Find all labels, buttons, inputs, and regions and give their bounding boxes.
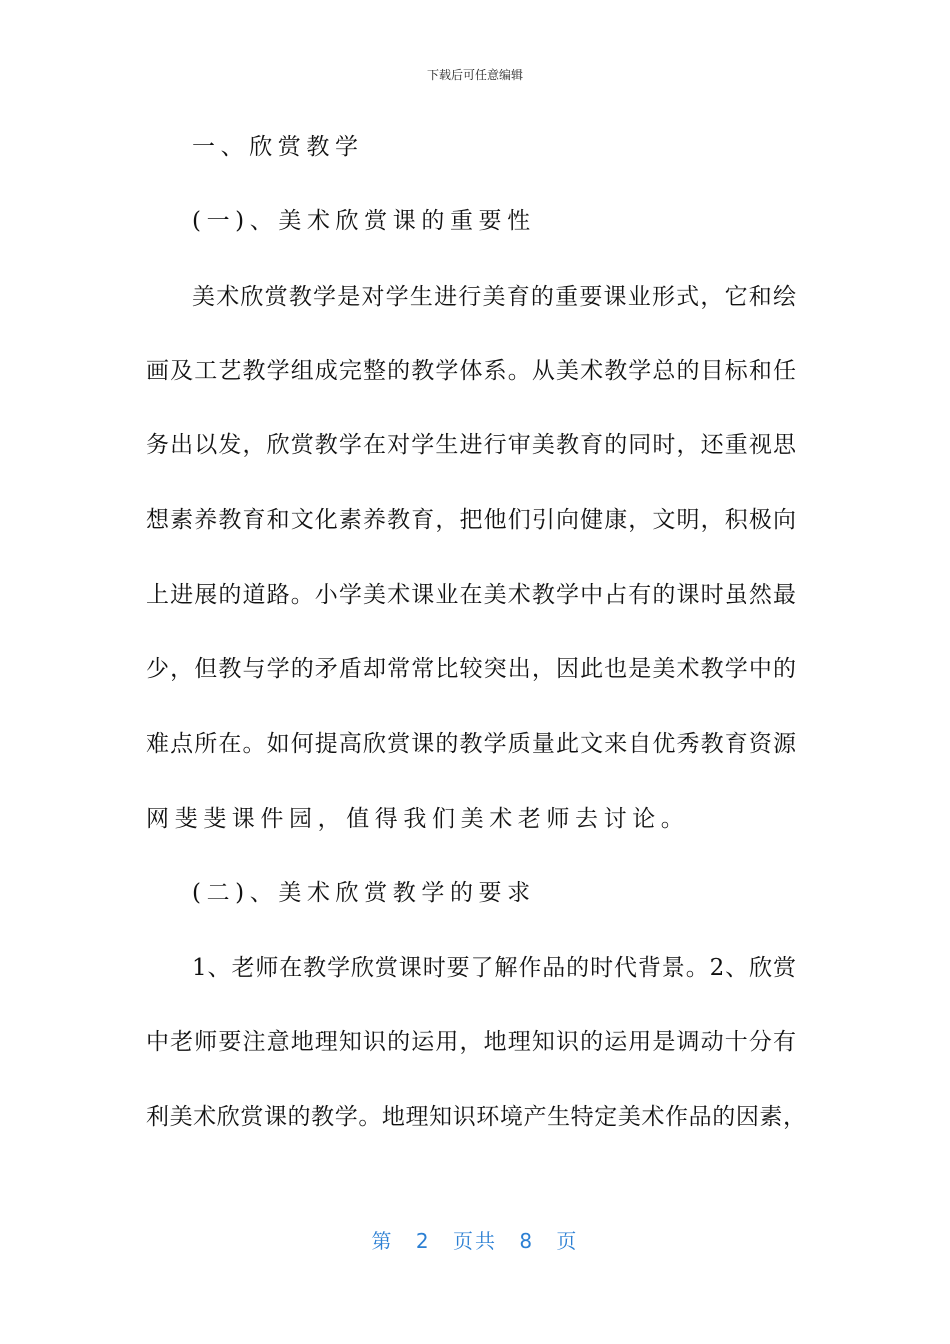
paragraph-line: 少，但教与学的矛盾却常常比较突出，因此也是美术教学中的	[146, 656, 796, 682]
page-header-note: 下载后可任意编辑	[426, 68, 523, 82]
paragraph-line: 难点所在。如何提高欣赏课的教学质量此文来自优秀教育资源	[146, 731, 796, 757]
paragraph-line: 美术欣赏教学是对学生进行美育的重要课业形式，它和绘	[192, 284, 796, 310]
paragraph-line: 网斐斐课件园，值得我们美术老师去讨论。	[146, 806, 690, 832]
subsection-heading: (二)、美术欣赏教学的要求	[192, 880, 536, 906]
paragraph-line: 画及工艺教学组成完整的教学体系。从美术教学总的目标和任	[146, 358, 796, 384]
paragraph-line: 1、老师在教学欣赏课时要了解作品的时代背景。2、欣赏	[192, 955, 796, 981]
paragraph-line: 利美术欣赏课的教学。地理知识环境产生特定美术作品的因素，	[146, 1104, 806, 1130]
section-heading: 一、欣赏教学	[192, 134, 364, 160]
paragraph-line: 想素养教育和文化素养教育，把他们引向健康，文明，积极向	[146, 507, 796, 533]
paragraph-line: 上进展的道路。小学美术课业在美术教学中占有的课时虽然最	[146, 582, 796, 608]
page-number-footer: 第 2 页共 8 页	[371, 1229, 579, 1253]
paragraph-line: 中老师要注意地理知识的运用，地理知识的运用是调动十分有	[146, 1029, 796, 1055]
paragraph-line: 务出以发，欣赏教学在对学生进行审美教育的同时，还重视思	[146, 432, 796, 458]
subsection-heading: (一)、美术欣赏课的重要性	[192, 208, 536, 234]
